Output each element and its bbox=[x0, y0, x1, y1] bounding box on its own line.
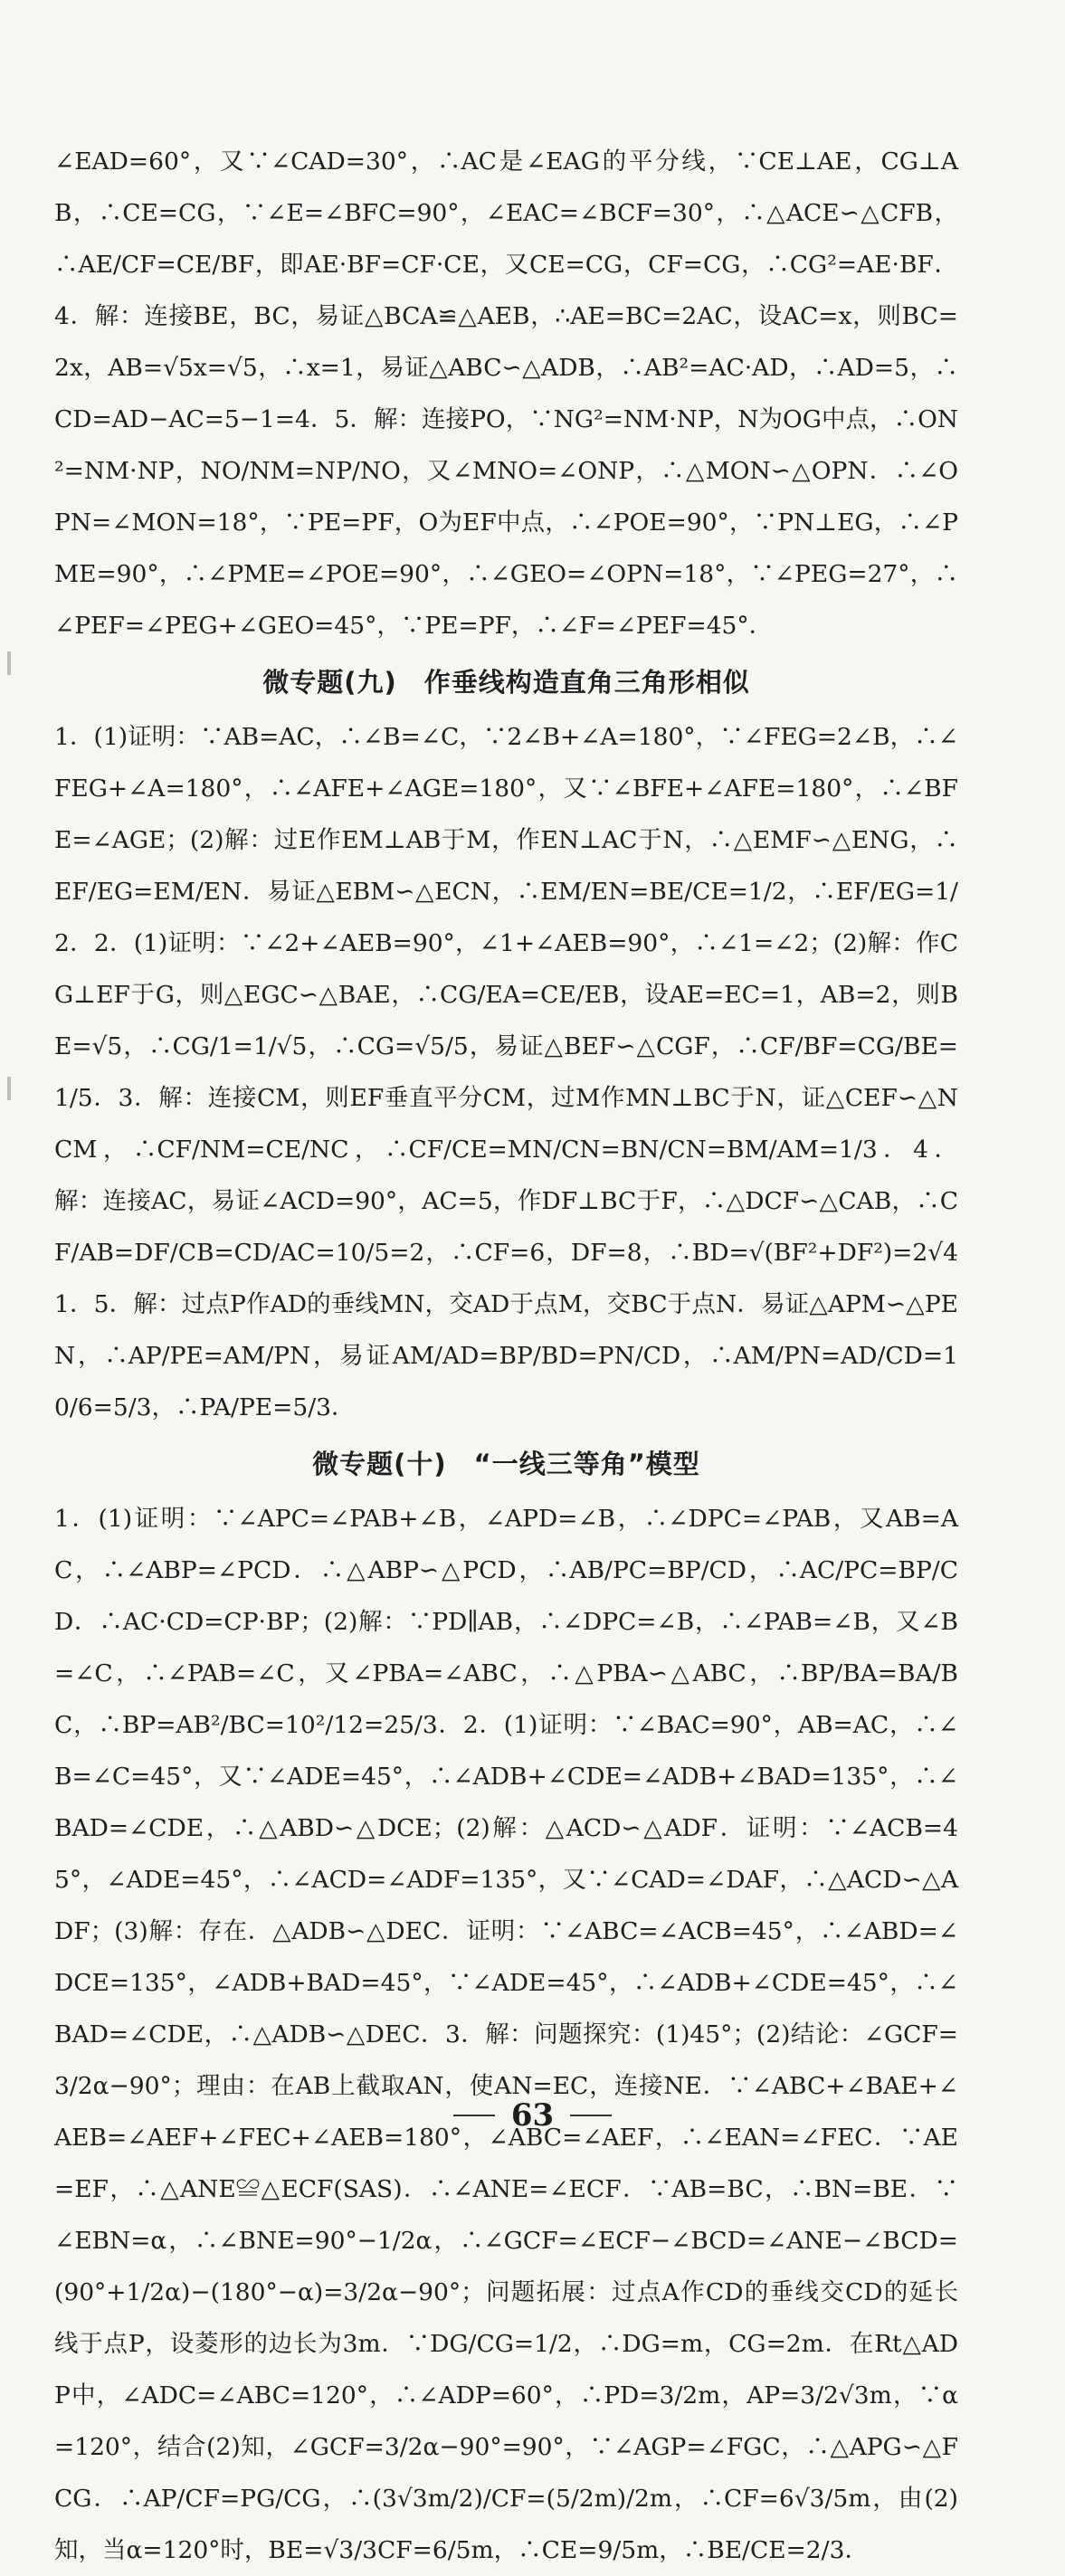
page-number: 63 bbox=[510, 2097, 555, 2134]
footer-dash-left bbox=[453, 2115, 495, 2116]
margin-mark bbox=[7, 1077, 11, 1100]
section-10-solutions: 1．(1)证明：∵∠APC=∠PAB+∠B，∠APD=∠B，∴∠DPC=∠PAB，又AB=AC，∴∠ABP=∠PCD．∴△ABP∽△PCD，∴AB/PC=BP/CD，∴AC/PC=BP/CD．∴AC·CD=CP·BP；(2)解：∵PD∥AB，∴∠DPC=∠B，∴∠PAB=∠B，又∠B=∠C，∴∠PAB=∠C，又∠PBA=∠ABC，∴△PBA∽△ABC，∴BP/BA=BA/BC，∴BP=AB²/BC=10²/12=25/3．2．(1)证明：∵∠BAC=90°，AB=AC，∴∠B=∠C=45°，又∵∠ADE=45°，∴∠ADB+∠CDE=∠ADB+∠BAD=135°，∴∠BAD=∠CDE，∴△ABD∽△DCE；(2)解：△ACD∽△ADF．证明：∵∠ACB=45°，∠ADE=45°，∴∠ACD=∠ADF=135°，又∵∠CAD=∠DAF，∴△ACD∽△ADF；(3)解：存在．△ADB∽△DEC．证明：∵∠ABC=∠ACB=45°，∴∠ABD=∠DCE=135°，∠ADB+BAD=45°，∵∠ADE=45°，∴∠ADB+∠CDE=45°，∴∠BAD=∠CDE，∴△ADB∽△DEC．3．解：问题探究：(1)45°；(2)结论：∠GCF=3/2α−90°；理由：在AB上截取AN，使AN=EC，连接NE．∵∠ABC+∠BAE+∠AEB=∠AEF+∠FEC+∠AEB=180°，∠ABC=∠AEF，∴∠EAN=∠FEC．∵AE=EF，∴△ANE≌△ECF(SAS)．∴∠ANE=∠ECF．∵AB=BC，∴BN=BE．∵∠EBN=α，∴∠BNE=90°−1/2α，∴∠GCF=∠ECF−∠BCD=∠ANE−∠BCD=(90°+1/2α)−(180°−α)=3/2α−90°；问题拓展：过点A作CD的垂线交CD的延长线于点P，设菱形的边长为3m．∵DG/CG=1/2，∴DG=m，CG=2m．在Rt△ADP中，∠ADC=∠ABC=120°，∴∠ADP=60°，∴PD=3/2m，AP=3/2√3m，∵α=120°，结合(2)知，∠GCF=3/2α−90°=90°，∵∠AGP=∠FGC，∴△APG∽△FCG．∴AP/CF=PG/CG，∴(3√3m/2)/CF=(5/2m)/2m，∴CF=6√3/5m，由(2)知，当α=120°时，BE=√3/3CF=6/5m，∴CE=9/5m，∴BE/CE=2/3． bbox=[54, 1505, 958, 2564]
solution-paragraph-continued: ∠EAD=60°，又∵∠CAD=30°，∴AC是∠EAG的平分线，∵CE⊥AE，CG⊥AB，∴CE=CG，∵∠E=∠BFC=90°，∠EAC=∠BCF=30°，∴△ACE∽△CFB，∴AE/CF=CE/BF，即AE·BF=CF·CE，又CE=CG，CF=CG，∴CG²=AE·BF．4．解：连接BE，BC，易证△BCA≌△AEB，∴AE=BC=2AC，设AC=x，则BC=2x，AB=√5x=√5，∴x=1，易证△ABC∽△ADB，∴AB²=AC·AD，∴AD=5，∴CD=AD−AC=5−1=4．5．解：连接PO，∵NG²=NM·NP，N为OG中点，∴ON²=NM·NP，NO/NM=NP/NO，又∠MNO=∠ONP，∴△MON∽△OPN．∴∠OPN=∠MON=18°，∵PE=PF，O为EF中点，∴∠POE=90°，∵PN⊥EG，∴∠PME=90°，∴∠PME=∠POE=90°，∴∠GEO=∠OPN=18°，∵∠PEG=27°，∴∠PEF=∠PEG+∠GEO=45°，∵PE=PF，∴∠F=∠PEF=45°． bbox=[54, 147, 958, 640]
section-9-title: 微专题(九) 作垂线构造直角三角形相似 bbox=[262, 667, 750, 698]
page-footer bbox=[0, 2097, 1065, 2134]
footer-dash-right bbox=[570, 2115, 612, 2116]
section-9-solutions: 1．(1)证明：∵AB=AC，∴∠B=∠C，∵2∠B+∠A=180°，∵∠FEG=2∠B，∴∠FEG+∠A=180°，∴∠AFE+∠AGE=180°，又∵∠BFE+∠AFE=180°，∴∠BFE=∠AGE；(2)解：过E作EM⊥AB于M，作EN⊥AC于N，∴△EMF∽△ENG，∴EF/EG=EM/EN．易证△EBM∽△ECN，∴EM/EN=BE/CE=1/2，∴EF/EG=1/2．2．(1)证明：∵∠2+∠AEB=90°，∠1+∠AEB=90°，∴∠1=∠2；(2)解：作CG⊥EF于G，则△EGC∽△BAE，∴CG/EA=CE/EB，设AE=EC=1，AB=2，则BE=√5，∴CG/1=1/√5，∴CG=√5/5，易证△BEF∽△CGF，∴CF/BF=CG/BE=1/5．3．解：连接CM，则EF垂直平分CM，过M作MN⊥BC于N，证△CEF∽△NCM，∴CF/NM=CE/NC，∴CF/CE=MN/CN=BN/CN=BM/AM=1/3．4．解：连接AC，易证∠ACD=90°，AC=5，作DF⊥BC于F，∴△DCF∽△CAB，∴CF/AB=DF/CB=CD/AC=10/5=2，∴CF=6，DF=8，∴BD=√(BF²+DF²)=2√41．5．解：过点P作AD的垂线MN，交AD于点M，交BC于点N．易证△APM∽△PEN，∴AP/PE=AM/PN，易证AM/AD=BP/BD=PN/CD，∴AM/PN=AD/CD=10/6=5/3，∴PA/PE=5/3． bbox=[54, 723, 958, 1421]
section-10-title: 微专题(十) “一线三等角”模型 bbox=[312, 1449, 700, 1479]
margin-mark bbox=[7, 651, 11, 675]
